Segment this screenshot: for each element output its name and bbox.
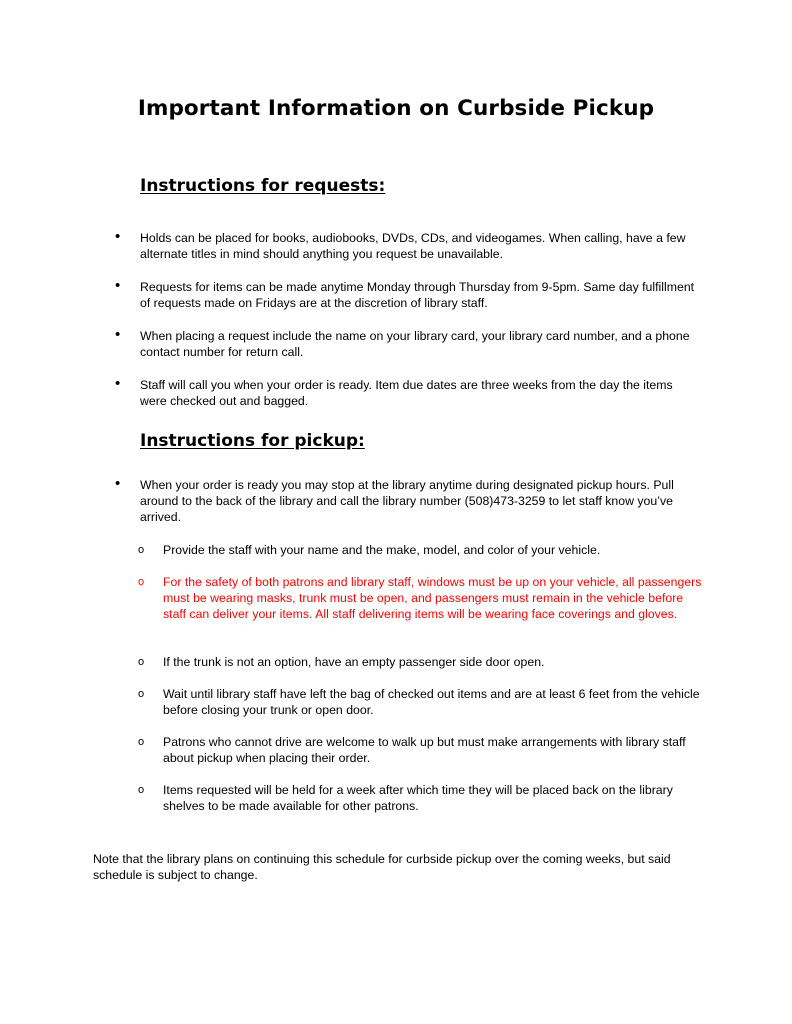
list-item: [115, 228, 705, 262]
circle-bullet-icon: o: [138, 544, 145, 556]
list-item: [115, 277, 700, 311]
sub-list-item-text: If the trunk is not an option, have an empty passenger side door open.: [163, 655, 545, 669]
list-item-text: Requests for items can be made anytime Monday through Thursday from 9-5pm. Same day fulfillment of requests made on Fridays are at the discretion of library staff.: [140, 280, 695, 311]
sub-list-item-text: Provide the staff with your name and the make, model, and color of your vehicle.: [163, 543, 601, 557]
closing-note: Note that the library plans on continuing this schedule for curbside pickup over the coming weeks, but said schedule is subject to change.: [93, 852, 671, 883]
circle-bullet-icon: o: [138, 784, 145, 796]
sub-list-item: [138, 734, 708, 766]
list-item-text: Holds can be placed for books, audiobooks, DVDs, CDs, and videogames. When calling, have a few alternate titles in mind should anything you request be unavailable.: [140, 231, 686, 262]
sub-list-item: [138, 782, 708, 814]
list-item: [115, 326, 700, 360]
page-title: Important Information on Curbside Pickup: [137, 96, 655, 121]
circle-bullet-icon: o: [138, 656, 145, 668]
list-item: [115, 475, 700, 526]
safety-warning-item: [138, 574, 708, 623]
disc-bullet-icon: •: [115, 475, 121, 492]
requests-heading: Instructions for requests:: [140, 176, 386, 196]
list-item: [115, 375, 700, 409]
sub-list-item-text: Wait until library staff have left the bag of checked out items and are at least 6 feet from the vehicle before closing your trunk or open door.: [163, 687, 700, 718]
circle-bullet-icon: o: [138, 736, 145, 748]
sub-list-item: [138, 654, 708, 670]
list-item-text: When placing a request include the name on your library card, your library card number, and a phone contact number for return call.: [140, 329, 690, 360]
list-item-text: Staff will call you when your order is ready. Item due dates are three weeks from the day the items were checked out and bagged.: [140, 378, 673, 409]
sub-list-item-text: Items requested will be held for a week after which time they will be placed back on the library shelves to be made available for other patrons.: [163, 783, 673, 814]
disc-bullet-icon: •: [115, 277, 121, 294]
safety-warning-text: For the safety of both patrons and library staff, windows must be up on your vehicle, all passengers must be wearing masks, trunk must be open, and passengers must remain in the vehicle before staff can deliver your items. All staff delivering items will be wearing face coverings and gloves.: [163, 575, 702, 622]
disc-bullet-icon: •: [115, 326, 121, 343]
circle-bullet-icon: o: [138, 688, 145, 700]
sub-list-item: [138, 686, 708, 718]
circle-bullet-icon: o: [138, 576, 145, 588]
disc-bullet-icon: •: [115, 228, 121, 245]
sub-list-item: [138, 542, 708, 558]
list-item-text: When your order is ready you may stop at the library anytime during designated pickup hours. Pull around to the back of the library and call the library number (508)473-3259 to let staff know you’ve arrived.: [140, 478, 674, 525]
sub-list-item-text: Patrons who cannot drive are welcome to walk up but must make arrangements with library staff about pickup when placing their order.: [163, 735, 686, 766]
disc-bullet-icon: •: [115, 375, 121, 392]
pickup-heading: Instructions for pickup:: [140, 431, 365, 451]
